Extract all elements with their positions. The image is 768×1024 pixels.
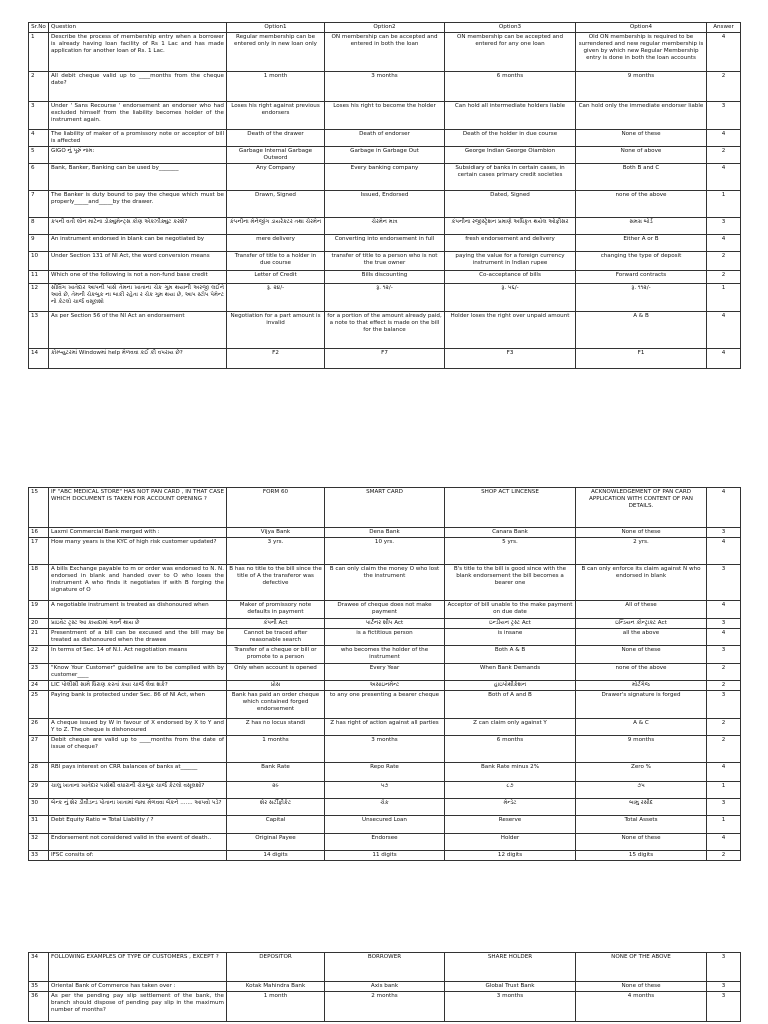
option1-cell: Garbage Internal Garbage Outword: [227, 146, 325, 163]
option3-cell: When Bank Demands: [445, 663, 576, 680]
table-row: [29, 833, 741, 850]
table-row: [29, 850, 741, 860]
option2-cell: who becomes the holder of the instrument: [325, 645, 445, 663]
option3-cell: 6 months: [445, 735, 576, 762]
option4-cell: Zero %: [576, 762, 707, 781]
header-question: Question: [49, 23, 227, 33]
option2-cell: 3 months: [325, 71, 445, 101]
option3-cell: F3: [445, 348, 576, 368]
option3-cell: કંપનીના રજીસ્ટ્રેશન પ્રમાણે અધિકૃત થયેલ ઓફીસર: [445, 217, 576, 234]
answer-cell: 4: [707, 833, 741, 850]
option3-cell: Co-acceptance of bills: [445, 270, 576, 283]
answer-cell: 2: [707, 146, 741, 163]
option3-cell: ૮૭: [445, 781, 576, 798]
option3-cell: Reserve: [445, 815, 576, 833]
question-number: 14: [29, 348, 49, 368]
option3-cell: SHOP ACT LINCENSE: [445, 488, 576, 528]
question-table-2: [28, 487, 741, 861]
table-row: [29, 663, 741, 680]
question-number: 32: [29, 833, 49, 850]
option3-cell: 3 months: [445, 991, 576, 1021]
question-number: 11: [29, 270, 49, 283]
table-row: [29, 251, 741, 270]
question-number: 23: [29, 663, 49, 680]
option4-cell: NONE OF THE ABOVE: [576, 953, 707, 982]
question-text: Oriental Bank of Commerce has taken over :: [49, 982, 227, 992]
option2-cell: Converting into endorsement in full: [325, 234, 445, 251]
question-text: A bills Exchange payable to m or order was endorsed to N. N. endorsed in blank and handed over to O who loses the instrument A who finds it negotiates if with B forging the signature of O: [49, 564, 227, 600]
option3-cell: fresh endorsement and delivery: [445, 234, 576, 251]
question-text: ચાલુ ખાતાના ખાતેદાર પાસેથી વધારાની ચેકબુક ચાર્જ કેટલો વસૂલશો?: [49, 781, 227, 798]
option4-cell: 2 yrs.: [576, 537, 707, 564]
table-row: [29, 991, 741, 1021]
option2-cell: 10 yrs.: [325, 537, 445, 564]
question-number: 33: [29, 850, 49, 860]
answer-cell: 4: [707, 311, 741, 348]
option1-cell: કંપનીના મેનેજીંગ ડાયરેક્ટર તથા ચેરમેન: [227, 217, 325, 234]
answer-cell: 2: [707, 71, 741, 101]
option1-cell: mere delivery: [227, 234, 325, 251]
option2-cell: B can only claim the money O who lost the instrument: [325, 564, 445, 600]
question-text: કોમ્પ્યુટરમાં Windowમાં help મેળવવા કઈ કી વપરાય છે?: [49, 348, 227, 368]
option4-cell: સમગ્ર બોર્ડ: [576, 217, 707, 234]
question-number: 13: [29, 311, 49, 348]
option2-cell: Axis bank: [325, 982, 445, 992]
question-text: કપની વતી લોન માટેના ડોક્યુમેન્ટ્સ કોણ એક્ઝીક્યુટ કરશે?: [49, 217, 227, 234]
answer-cell: 3: [707, 690, 741, 718]
question-text: Under ' Sans Recourse ' endorsement an endorser who had excluded himself from the liability becomes holder of the instrument again.: [49, 101, 227, 129]
question-number: 30: [29, 798, 49, 815]
question-number: 10: [29, 251, 49, 270]
option3-cell: paying the value for a foreign currency instrument in Indian rupee: [445, 251, 576, 270]
header-option4: Option4: [576, 23, 707, 33]
question-text: Laxmi Commercial Bank merged with :: [49, 528, 227, 538]
option4-cell: Either A or B: [576, 234, 707, 251]
option4-cell: Both B and C: [576, 163, 707, 190]
option1-cell: FORM 60: [227, 488, 325, 528]
question-number: 15: [29, 488, 49, 528]
option4-cell: B can only enforce its claim against N who endorsed in blank: [576, 564, 707, 600]
option1-cell: Only when account is opened: [227, 663, 325, 680]
option3-cell: ઇન્ડીયન ટ્રસ્ટ Act: [445, 618, 576, 628]
option2-cell: ચેક: [325, 798, 445, 815]
option3-cell: Dated, Signed: [445, 190, 576, 217]
option2-cell: Loses his right to become the holder: [325, 101, 445, 129]
option3-cell: is insane: [445, 628, 576, 645]
question-text: RBI pays interest on CRR balances of banks at______: [49, 762, 227, 781]
answer-cell: 4: [707, 163, 741, 190]
table-row: [29, 163, 741, 190]
option1-cell: Original Payee: [227, 833, 325, 850]
question-number: 17: [29, 537, 49, 564]
header-sr-no: Sr.No: [29, 23, 49, 33]
option3-cell: ON membership can be accepted and entered for any one loan: [445, 32, 576, 71]
option2-cell: 11 digits: [325, 850, 445, 860]
question-text: IFSC consits of:: [49, 850, 227, 860]
option3-cell: Bank Rate minus 2%: [445, 762, 576, 781]
question-number: 28: [29, 762, 49, 781]
option4-cell: 4 months: [576, 991, 707, 1021]
answer-cell: 2: [707, 718, 741, 735]
table-row: [29, 735, 741, 762]
option2-cell: for a portion of the amount already paid, a note to that effect is made on the bill for the balance: [325, 311, 445, 348]
question-number: 5: [29, 146, 49, 163]
answer-cell: 2: [707, 270, 741, 283]
question-number: 7: [29, 190, 49, 217]
table-row: [29, 129, 741, 146]
option4-cell: A & B: [576, 311, 707, 348]
option4-cell: ૭૫: [576, 781, 707, 798]
option2-cell: Every banking company: [325, 163, 445, 190]
answer-cell: 4: [707, 600, 741, 618]
option2-cell: 3 months: [325, 735, 445, 762]
answer-cell: 3: [707, 217, 741, 234]
table-row: [29, 628, 741, 645]
table-row: [29, 600, 741, 618]
option4-cell: None of above: [576, 146, 707, 163]
answer-cell: 3: [707, 564, 741, 600]
question-number: 12: [29, 283, 49, 311]
question-number: 6: [29, 163, 49, 190]
header-answer: Answer: [707, 23, 741, 33]
question-number: 29: [29, 781, 49, 798]
option1-cell: Negotiation for a part amount is invalid: [227, 311, 325, 348]
question-number: 27: [29, 735, 49, 762]
table-row: [29, 953, 741, 982]
question-text: બેન્ક નું શેર ડીવીડન્ડ પોતાના ખાતામાં જમા મેળવવા બેંકને ....... આપવો પડે?: [49, 798, 227, 815]
option1-cell: 14 digits: [227, 850, 325, 860]
option2-cell: Dena Bank: [325, 528, 445, 538]
question-text: Describe the process of membership entry when a borrower is already having loan facility of Rs 1 Lac and has made application for another loan of Rs. 1 Lac.: [49, 32, 227, 71]
option3-cell: 5 yrs.: [445, 537, 576, 564]
option4-cell: None of these: [576, 645, 707, 663]
question-text: LIC પોલીસી સામે ધિરાણ કરતાં કયા ચાર્જ લેવા શકે?: [49, 680, 227, 690]
question-text: "Know Your Customer" guideline are to be complied with by customer____: [49, 663, 227, 680]
option4-cell: રૂ. ૧૧૨/-: [576, 283, 707, 311]
answer-cell: 3: [707, 953, 741, 982]
option2-cell: Death of endorser: [325, 129, 445, 146]
option2-cell: રૂ. ૧૨/-: [325, 283, 445, 311]
option1-cell: 1 month: [227, 71, 325, 101]
answer-cell: 4: [707, 628, 741, 645]
question-text: Under Section 131 of NI Act, the word conversion means: [49, 251, 227, 270]
table-row: [29, 537, 741, 564]
table-row: [29, 190, 741, 217]
option1-cell: Regular membership can be entered only in new loan only: [227, 32, 325, 71]
question-number: 19: [29, 600, 49, 618]
table-row: [29, 488, 741, 528]
option2-cell: SMART CARD: [325, 488, 445, 528]
option1-cell: કંપની Act: [227, 618, 325, 628]
option4-cell: changing the type of deposit: [576, 251, 707, 270]
question-number: 9: [29, 234, 49, 251]
question-number: 26: [29, 718, 49, 735]
option4-cell: A & C: [576, 718, 707, 735]
option3-cell: Both A & B: [445, 645, 576, 663]
option1-cell: Letter of Credit: [227, 270, 325, 283]
option3-cell: 12 digits: [445, 850, 576, 860]
option2-cell: Endorsee: [325, 833, 445, 850]
question-text: An instrument endorsed in blank can be negotiated by: [49, 234, 227, 251]
option4-cell: None of these: [576, 982, 707, 992]
table-row: [29, 718, 741, 735]
option3-cell: Can hold all intermediate holders liable: [445, 101, 576, 129]
table-row: [29, 146, 741, 163]
answer-cell: 3: [707, 798, 741, 815]
header-option2: Option2: [325, 23, 445, 33]
option2-cell: Garbage in Garbage Out: [325, 146, 445, 163]
option4-cell: ઇન્ડિયન કોન્ટ્રાક્ટ Act: [576, 618, 707, 628]
option4-cell: Can hold only the immediate endorser liable: [576, 101, 707, 129]
option1-cell: Vijya Bank: [227, 528, 325, 538]
table-row: [29, 283, 741, 311]
answer-cell: 2: [707, 251, 741, 270]
question-text: As per Section 56 of the NI Act an endorsement: [49, 311, 227, 348]
option1-cell: શેર સર્ટીફીકેટ: [227, 798, 325, 815]
option4-cell: none of the above: [576, 190, 707, 217]
answer-cell: 2: [707, 680, 741, 690]
table-row: [29, 982, 741, 992]
question-text: સીવિંગ ખાતેદાર આપની પાસે તેમના ખાતાના ચેક ગુમ થયાની અરજી લઈને આવે છે, તેમની ચેકબુક ના બાકી રહેતા ર ચેક ગુમ થયા છે, આપ સ્ટોપ પેમેન્ટ નો કેટલો ચાર્જ વસૂલશો: [49, 283, 227, 311]
option4-cell: Forward contracts: [576, 270, 707, 283]
option4-cell: None of these: [576, 129, 707, 146]
table-row: [29, 217, 741, 234]
answer-cell: 2: [707, 850, 741, 860]
question-text: Presentment of a bill can be excused and the bill may be treated as dishonoured when the drawee: [49, 628, 227, 645]
question-text: Which one of the following is not a non-fund base credit: [49, 270, 227, 283]
table-row: [29, 234, 741, 251]
table-row: [29, 270, 741, 283]
table-row: [29, 101, 741, 129]
option3-cell: Global Trust Bank: [445, 982, 576, 992]
table-row: [29, 815, 741, 833]
question-number: 35: [29, 982, 49, 992]
table-row: [29, 690, 741, 718]
option2-cell: Every Year: [325, 663, 445, 680]
option2-cell: to any one presenting a bearer cheque: [325, 690, 445, 718]
option2-cell: is a fictitious person: [325, 628, 445, 645]
option1-cell: Kotak Mahindra Bank: [227, 982, 325, 992]
question-number: 24: [29, 680, 49, 690]
question-number: 20: [29, 618, 49, 628]
answer-cell: 4: [707, 234, 741, 251]
option2-cell: Unsecured Loan: [325, 815, 445, 833]
question-number: 22: [29, 645, 49, 663]
question-text: Paying bank is protected under Sec. 86 of NI Act, when: [49, 690, 227, 718]
option2-cell: Drawee of cheque does not make payment: [325, 600, 445, 618]
question-text: The liability of maker of a promissory note or acceptor of bill is affected: [49, 129, 227, 146]
option1-cell: Death of the drawer: [227, 129, 325, 146]
option1-cell: Bank Rate: [227, 762, 325, 781]
table-row: [29, 762, 741, 781]
option1-cell: Bank has paid an order cheque which contained forged endorsement: [227, 690, 325, 718]
question-text: A cheque issued by W in favour of X endorsed by X to Y and Y to Z. The cheque is dishonoured: [49, 718, 227, 735]
answer-cell: 4: [707, 537, 741, 564]
option3-cell: Holder: [445, 833, 576, 850]
option1-cell: ૨૯: [227, 781, 325, 798]
option4-cell: Total Assets: [576, 815, 707, 833]
header-option3: Option3: [445, 23, 576, 33]
option2-cell: transfer of title to a person who is not the true owner: [325, 251, 445, 270]
answer-cell: 4: [707, 348, 741, 368]
question-text: How many years is the KYC of high risk customer updated?: [49, 537, 227, 564]
option1-cell: Transfer of title to a holder in due course: [227, 251, 325, 270]
option3-cell: Death of the holder in due course: [445, 129, 576, 146]
answer-cell: 4: [707, 32, 741, 71]
question-number: 21: [29, 628, 49, 645]
table-row: [29, 680, 741, 690]
question-text: A negotiable instrument is treated as dishonoured when: [49, 600, 227, 618]
option2-cell: ૫૭: [325, 781, 445, 798]
answer-cell: 1: [707, 283, 741, 311]
question-number: 16: [29, 528, 49, 538]
option3-cell: રૂ. ૫૬/-: [445, 283, 576, 311]
question-text: GIGO નું પૂરું નામ:: [49, 146, 227, 163]
option4-cell: all the above: [576, 628, 707, 645]
question-text: FOLLOWING EXAMPLES OF TYPE OF CUSTOMERS , EXCEPT ?: [49, 953, 227, 982]
option4-cell: મોર્ટગેજ: [576, 680, 707, 690]
table-row: [29, 71, 741, 101]
table-row: [29, 798, 741, 815]
option1-cell: DEPOSITOR: [227, 953, 325, 982]
table-row: [29, 618, 741, 628]
option3-cell: 6 months: [445, 71, 576, 101]
option1-cell: રૂ. ૨૪/-: [227, 283, 325, 311]
question-number: 36: [29, 991, 49, 1021]
option1-cell: Loses his right against previous endorsers: [227, 101, 325, 129]
answer-cell: 3: [707, 991, 741, 1021]
option1-cell: Cannot be traced after reasonable search: [227, 628, 325, 645]
option4-cell: ACKNOWLEDGEMENT OF PAN CARD APPLICATION WITH CONTENT OF PAN DETAILS.: [576, 488, 707, 528]
answer-cell: 3: [707, 982, 741, 992]
option1-cell: Drawn, Signed: [227, 190, 325, 217]
option1-cell: Transfer of a cheque or bill or promote to a person: [227, 645, 325, 663]
option4-cell: F1: [576, 348, 707, 368]
table-row: [29, 32, 741, 71]
option1-cell: Z has no locus standi: [227, 718, 325, 735]
option3-cell: Holder loses the right over unpaid amount: [445, 311, 576, 348]
option4-cell: Old ON membership is required to be surrendered and new regular membership is given by which new Regular Membership entry is done in both the loan accounts: [576, 32, 707, 71]
question-number: 3: [29, 101, 49, 129]
table-row: [29, 311, 741, 348]
question-text: IF "ABC MEDICAL STORE" HAS NOT PAN CARD , IN THAT CASE WHICH DOCUMENT IS TAKEN FOR ACCOUNT OPENING ?: [49, 488, 227, 528]
table-header-row: [29, 23, 741, 33]
question-text: In terms of Sec. 14 of N.I. Act negotiation means: [49, 645, 227, 663]
option1-cell: 1 months: [227, 735, 325, 762]
option4-cell: Drawer's signature is forged: [576, 690, 707, 718]
option2-cell: ON membership can be accepted and entered in both the loan: [325, 32, 445, 71]
question-number: 31: [29, 815, 49, 833]
question-number: 1: [29, 32, 49, 71]
answer-cell: 1: [707, 190, 741, 217]
answer-cell: 1: [707, 781, 741, 798]
option1-cell: B has no title to the bill since the title of A the transferor was defective: [227, 564, 325, 600]
header-option1: Option1: [227, 23, 325, 33]
option1-cell: 1 month: [227, 991, 325, 1021]
option3-cell: George Indian George Oiambion: [445, 146, 576, 163]
option3-cell: Z can claim only against Y: [445, 718, 576, 735]
question-number: 8: [29, 217, 49, 234]
option4-cell: All of these: [576, 600, 707, 618]
option4-cell: None of these: [576, 833, 707, 850]
answer-cell: 3: [707, 101, 741, 129]
question-text: Bank, Banker, Banking can be used by_______: [49, 163, 227, 190]
option2-cell: 2 months: [325, 991, 445, 1021]
option2-cell: Bills discounting: [325, 270, 445, 283]
question-number: 34: [29, 953, 49, 982]
option2-cell: ચેરમેન માત્ર: [325, 217, 445, 234]
option4-cell: 9 months: [576, 71, 707, 101]
table-row: [29, 528, 741, 538]
answer-cell: 2: [707, 663, 741, 680]
option3-cell: હાઇપોથીકેશન: [445, 680, 576, 690]
table-row: [29, 348, 741, 368]
answer-cell: 1: [707, 815, 741, 833]
option4-cell: બામુ રસીદ: [576, 798, 707, 815]
answer-cell: 4: [707, 762, 741, 781]
answer-cell: 4: [707, 129, 741, 146]
option2-cell: પાર્ટનર શીપ Act: [325, 618, 445, 628]
question-number: 2: [29, 71, 49, 101]
answer-cell: 3: [707, 645, 741, 663]
option3-cell: Acceptor of bill unable to the make payment on due date: [445, 600, 576, 618]
question-number: 4: [29, 129, 49, 146]
option4-cell: none of the above: [576, 663, 707, 680]
option3-cell: Both of A and B: [445, 690, 576, 718]
question-text: Debit cheque are valid up to ____months from the date of issue of cheque?: [49, 735, 227, 762]
option1-cell: F2: [227, 348, 325, 368]
option2-cell: Issued, Endorsed: [325, 190, 445, 217]
option1-cell: પ્રોસ: [227, 680, 325, 690]
answer-cell: 3: [707, 618, 741, 628]
option2-cell: Z has right of action against all parties: [325, 718, 445, 735]
question-number: 25: [29, 690, 49, 718]
option2-cell: F7: [325, 348, 445, 368]
answer-cell: 3: [707, 528, 741, 538]
option1-cell: Any Company: [227, 163, 325, 190]
question-number: 18: [29, 564, 49, 600]
option3-cell: મેન્ડેટ: [445, 798, 576, 815]
option1-cell: 3 yrs.: [227, 537, 325, 564]
question-table-1: [28, 22, 741, 369]
question-text: All debit cheque valid up to ____months from the cheque date?: [49, 71, 227, 101]
option4-cell: 9 months: [576, 735, 707, 762]
option1-cell: Capital: [227, 815, 325, 833]
option2-cell: Repo Rate: [325, 762, 445, 781]
option1-cell: Maker of promissory note defaults in payment: [227, 600, 325, 618]
table-row: [29, 645, 741, 663]
answer-cell: 2: [707, 735, 741, 762]
table-row: [29, 564, 741, 600]
answer-cell: 4: [707, 488, 741, 528]
option2-cell: અસાઇનમેન્ટ: [325, 680, 445, 690]
question-text: The Banker is duty bound to pay the cheque which must be properly_____and_____by the drawer.: [49, 190, 227, 217]
option3-cell: SHARE HOLDER: [445, 953, 576, 982]
option4-cell: 15 digits: [576, 850, 707, 860]
option3-cell: Canara Bank: [445, 528, 576, 538]
question-text: Endorsement not considered valid in the event of death..: [49, 833, 227, 850]
question-text: As per the pending pay slip settlement of the bank, the branch should dispose of pending pay slip in the maximum number of months?: [49, 991, 227, 1021]
table-row: [29, 781, 741, 798]
option4-cell: None of these: [576, 528, 707, 538]
question-text: પ્રાઇવેટ ટ્રસ્ટ આ કાયદામાં ગવર્ન થાય છે: [49, 618, 227, 628]
question-table-3: [28, 952, 741, 1022]
question-text: Debt Equity Ratio = Total Liability / ?: [49, 815, 227, 833]
option2-cell: BORROWER: [325, 953, 445, 982]
option3-cell: Subsidiary of banks in certain cases, in certain cases primary credit societies: [445, 163, 576, 190]
option3-cell: B's title to the bill is good since with the blank endorsement the bill becomes a bearer one: [445, 564, 576, 600]
